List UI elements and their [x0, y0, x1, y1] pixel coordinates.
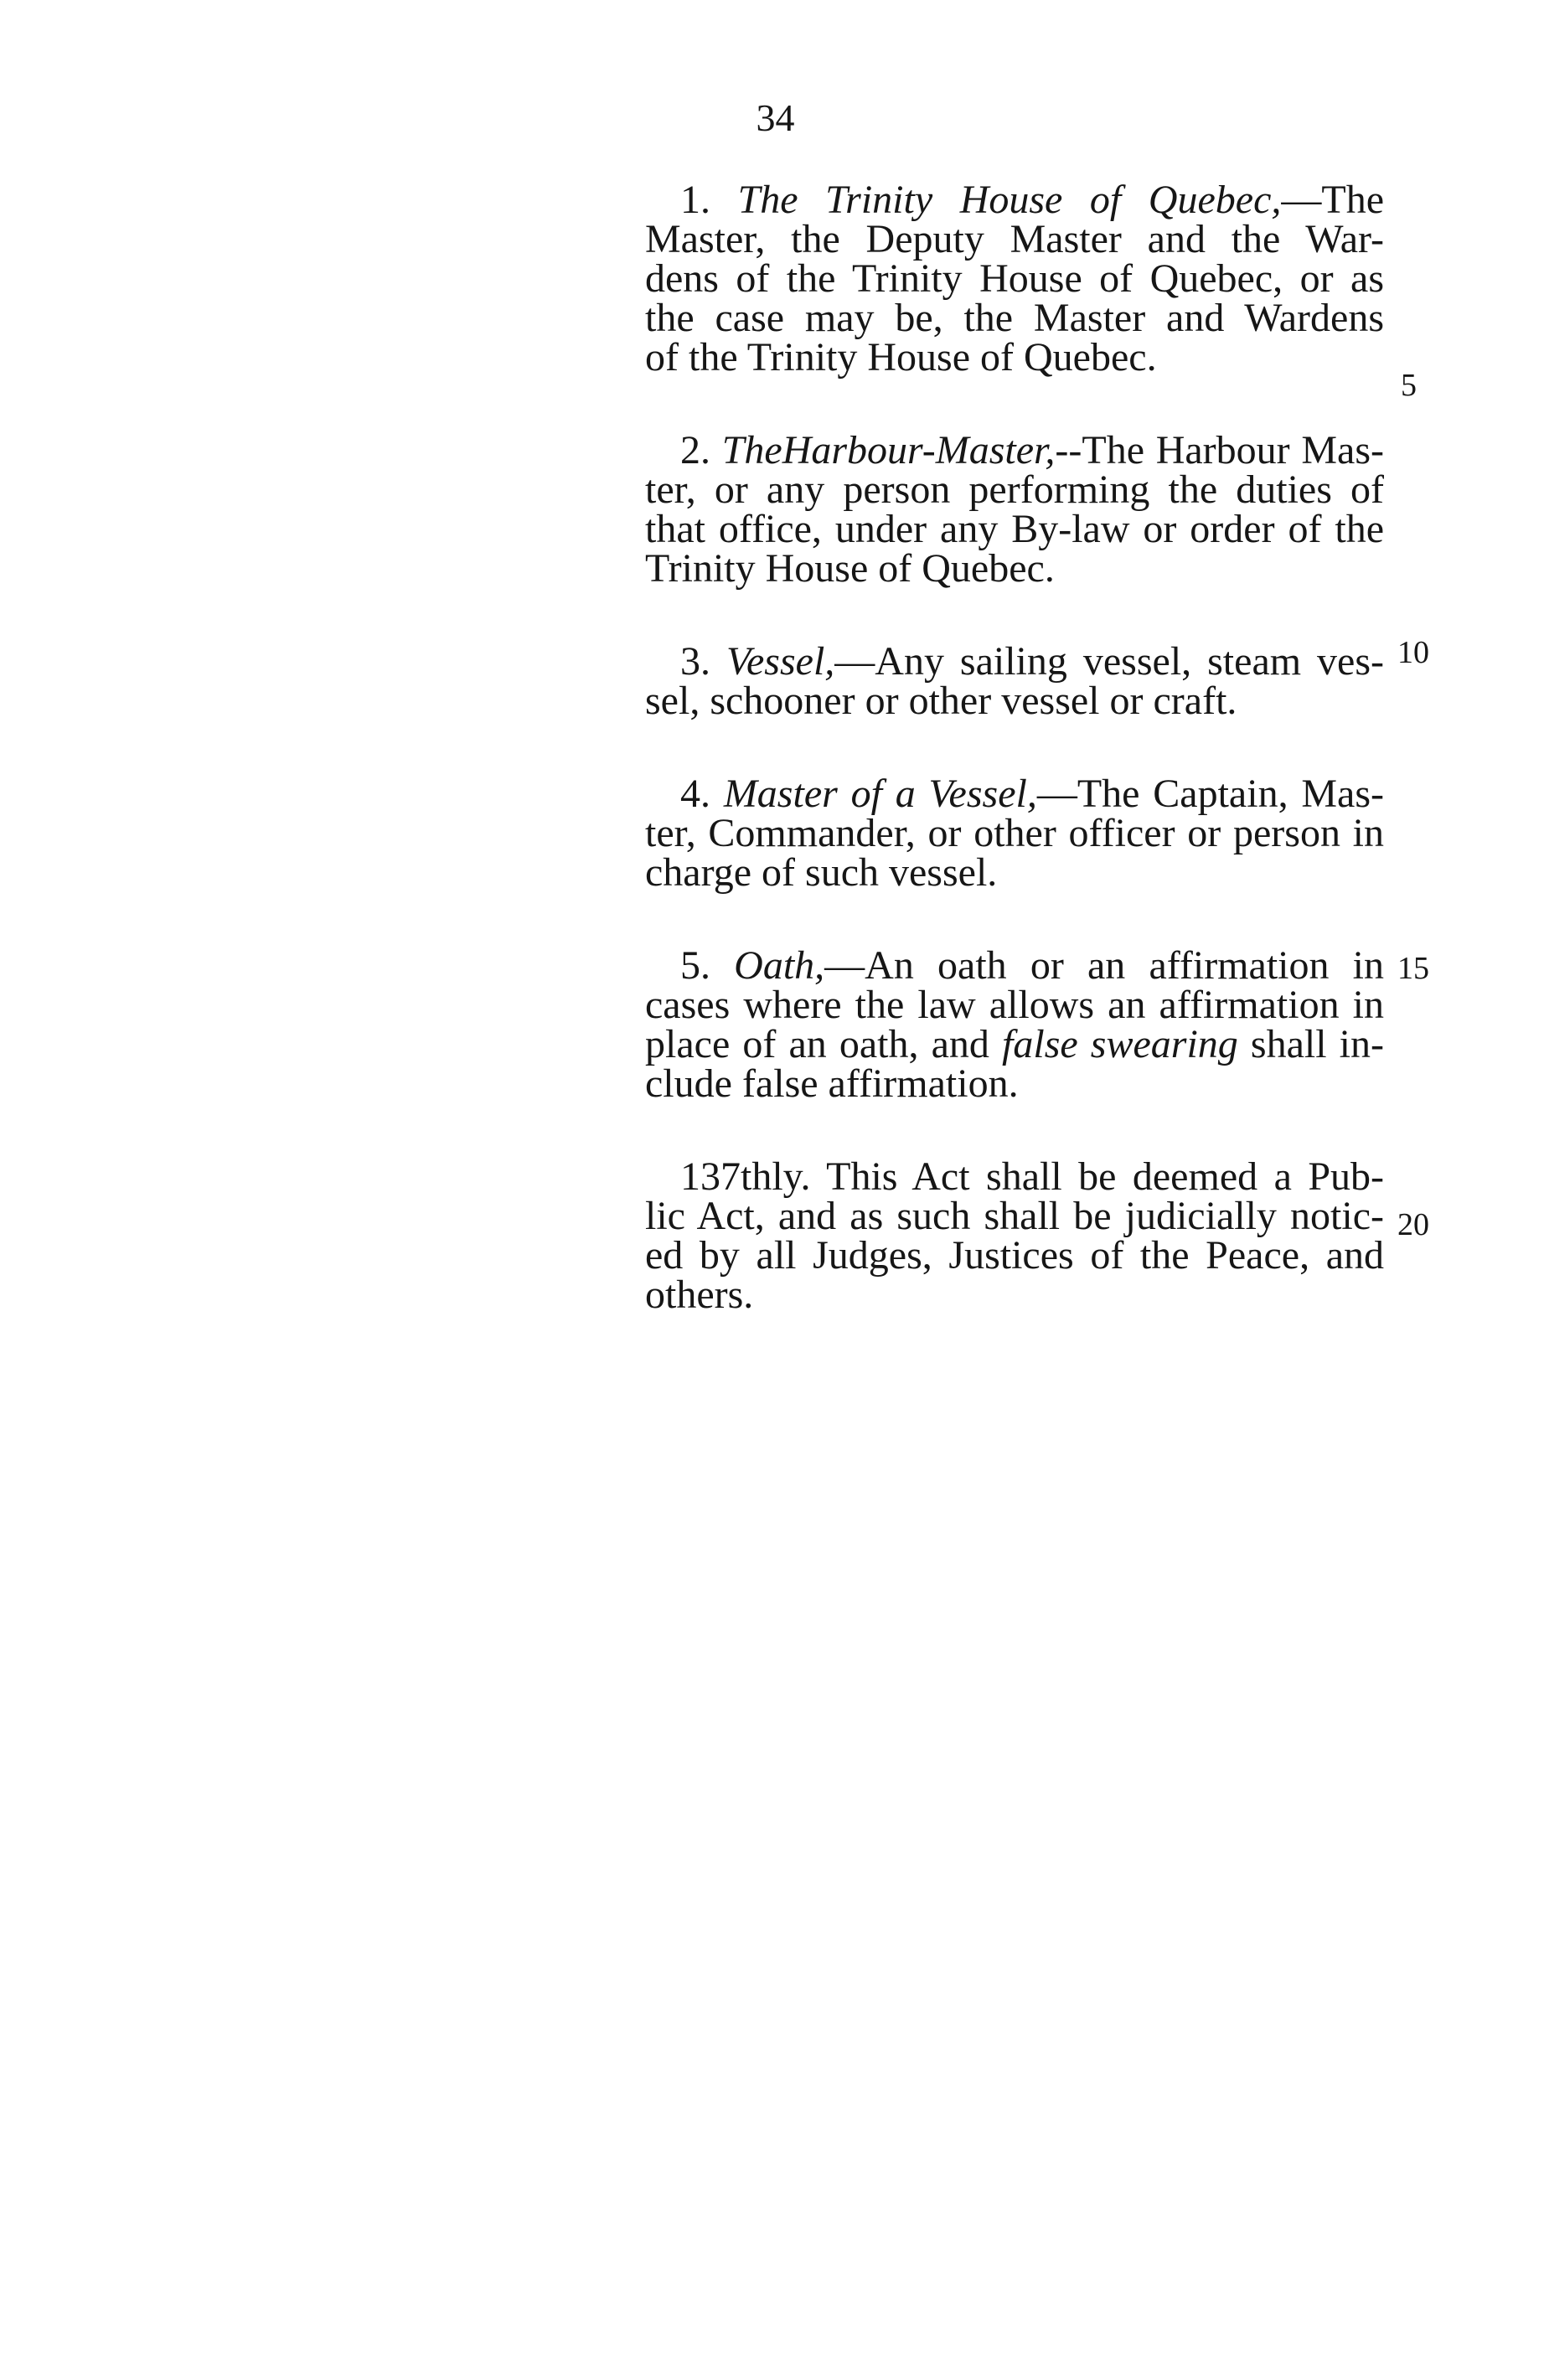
definition-line: charge of such vessel.	[645, 850, 998, 895]
definition-number: 4.	[680, 772, 710, 816]
definition-3	[645, 639, 1385, 723]
definition-text: —Any sailing vessel, steam ves-	[834, 639, 1385, 684]
definition-5	[645, 943, 1385, 1106]
definition-line	[645, 639, 1385, 684]
margin-line-number: 20	[1397, 1207, 1429, 1242]
definition-line: that office, under any By-law or order of the	[645, 507, 1384, 551]
definition-1	[645, 180, 1384, 377]
definition-line: sel, schooner or other vessel or craft.	[645, 679, 1237, 723]
paragraph-line: ed by all Judges, Justices of the Peace, and	[645, 1233, 1384, 1278]
definition-term: Oath,	[734, 943, 825, 988]
definition-line: of the Trinity House of Quebec.	[645, 335, 1157, 379]
definition-2	[645, 428, 1384, 591]
definition-text: —The Captain, Mas-	[1036, 772, 1385, 816]
margin-line-number: 5	[1401, 368, 1417, 403]
definition-line: ter, or any person performing the duties of	[645, 467, 1384, 512]
definition-line: clude false affirmation.	[645, 1061, 1019, 1106]
margin-line-number: 10	[1397, 635, 1429, 670]
definition-term: TheHarbour-Master,	[721, 428, 1056, 472]
definition-number: 1.	[680, 178, 710, 222]
emphasis-term: false swearing	[1002, 1022, 1238, 1066]
definition-line	[645, 178, 1385, 222]
definition-term: Vessel,	[726, 639, 835, 684]
text-body	[645, 180, 1384, 1368]
definition-line: Trinity House of Quebec.	[645, 546, 1055, 591]
definition-term: The Trinity House of Quebec,	[737, 178, 1282, 222]
definition-line: Master, the Deputy Master and the War-	[645, 217, 1384, 261]
definition-number: 3.	[680, 639, 710, 684]
margin-line-numbers	[1397, 0, 1464, 2380]
definition-line	[645, 1022, 1385, 1066]
definition-line	[645, 943, 1384, 988]
definition-line: the case may be, the Master and Wardens	[645, 296, 1384, 340]
definition-line: cases where the law allows an affirmation in	[645, 983, 1384, 1027]
definition-line	[645, 428, 1384, 472]
definition-line: dens of the Trinity House of Quebec, or as	[645, 256, 1384, 301]
definition-text: shall in-	[1237, 1022, 1385, 1066]
definition-4	[645, 772, 1385, 895]
final-paragraph	[645, 1154, 1384, 1317]
definition-text: —The	[1281, 178, 1385, 222]
definition-line: ter, Commander, or other officer or person in	[645, 811, 1384, 855]
definition-line	[645, 772, 1385, 816]
margin-line-number: 15	[1397, 951, 1429, 986]
definition-number: 2.	[680, 428, 710, 472]
definition-text: —An oath or an affirmation in	[824, 943, 1384, 988]
definition-term: Master of a Vessel,	[723, 772, 1037, 816]
definition-number: 5.	[680, 943, 710, 988]
paragraph-line: others.	[645, 1273, 754, 1317]
definition-text: --The Harbour Mas-	[1055, 428, 1384, 472]
paragraph-line: 137thly. This Act shall be deemed a Pub-	[680, 1154, 1384, 1199]
paragraph-line: lic Act, and as such shall be judicially notic-	[645, 1194, 1384, 1238]
page-number: 34	[756, 96, 795, 139]
definition-text: place of an oath, and	[645, 1022, 1003, 1066]
